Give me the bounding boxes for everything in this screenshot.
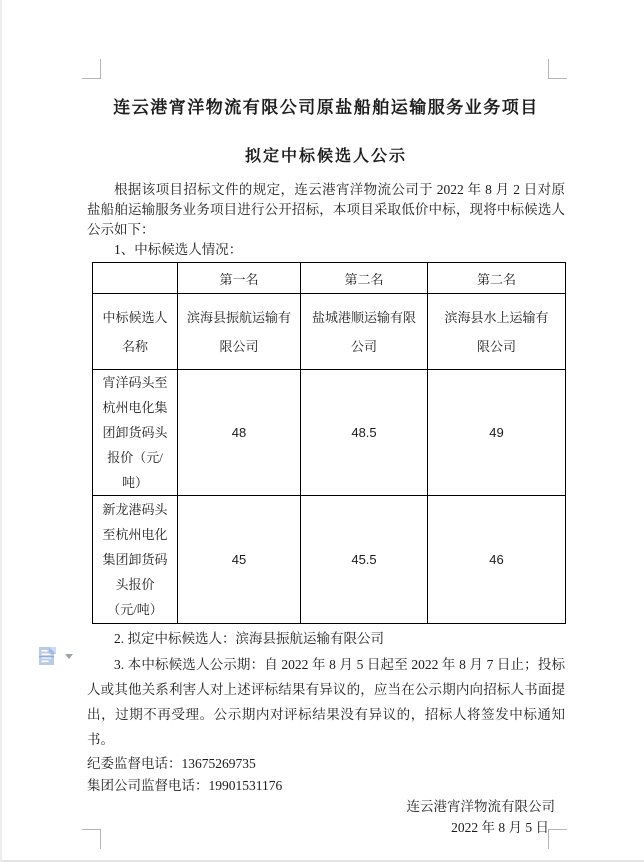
- table-header-row: [93, 263, 566, 294]
- page-title: 连云港宵洋物流有限公司原盐船舶运输服务业务项目: [113, 98, 539, 117]
- signature-block: [87, 796, 565, 838]
- row-label-route-2: 新龙港码头至杭州电化集团卸货码头报价（元/吨）: [93, 496, 178, 624]
- table-header-cell-first-place: 第一名: [178, 263, 301, 294]
- route-2-price-candidate-2: 45.5: [301, 496, 428, 624]
- paste-options-icon[interactable]: [38, 646, 57, 667]
- table-row-route-1-price: [93, 370, 566, 496]
- row-label-route-1: 宵洋码头至杭州电化集团卸货码头报价（元/吨）: [93, 370, 178, 496]
- route-2-price-candidate-1: 45: [178, 496, 301, 624]
- document-content: [87, 96, 565, 838]
- candidates-table: [92, 262, 566, 624]
- section-2-text: 2. 拟定中标候选人：滨海县振航运输有限公司: [114, 631, 384, 646]
- route-1-price-candidate-1: 48: [178, 370, 301, 496]
- table-header-cell-third-place: 第二名: [428, 263, 566, 294]
- paste-options-dropdown-arrow-icon[interactable]: [65, 654, 73, 659]
- table-header-cell-second-place: 第二名: [301, 263, 428, 294]
- route-2-price-candidate-3: 46: [428, 496, 566, 624]
- paste-options-button[interactable]: [38, 646, 73, 667]
- candidate-1-name: 滨海县振航运输有限公司: [178, 294, 301, 370]
- table-header-cell: [93, 263, 178, 294]
- candidate-2-name: 盐城港顺运输有限公司: [301, 294, 428, 370]
- table-row-route-2-price: [93, 496, 566, 624]
- row-label-candidate-name: 中标候选人名称: [93, 294, 178, 370]
- table-row-candidate-names: [93, 294, 566, 370]
- signature-company: 连云港宵洋物流有限公司: [406, 799, 555, 814]
- group-phone-line: 集团公司监督电话：19901531176: [87, 778, 283, 793]
- candidate-3-name: 滨海县水上运输有限公司: [428, 294, 566, 370]
- signature-date: 2022 年 8 月 5 日: [451, 820, 549, 835]
- section-1-heading: 1、中标候选人情况：: [114, 242, 243, 257]
- route-1-price-candidate-2: 48.5: [301, 370, 428, 496]
- section-3-text: 3. 本中标候选人公示期：自 2022 年 8 月 5 日起至 2022 年 8 月 7 日止；投标人或其他关系利害人对上述评标结果有异议的，应当在公示期内向招标人书面提出，过期不再受理。公示期内对评标结果没有异议的，招标人将签发中标通知书。: [87, 657, 565, 747]
- page-corner-mark-top-left: [82, 59, 101, 79]
- page-subtitle: 拟定中标候选人公示: [244, 148, 407, 165]
- route-1-price-candidate-3: 49: [428, 370, 566, 496]
- page-corner-mark-top-right: [548, 59, 567, 79]
- discipline-phone-line: 纪委监督电话：13675269735: [87, 756, 256, 771]
- intro-paragraph: 根据该项目招标文件的规定，连云港宵洋物流公司于 2022 年 8 月 2 日对原盐船舶运输服务业务项目进行公开招标，本项目采取低价中标，现将中标候选人公示如下：: [87, 182, 565, 237]
